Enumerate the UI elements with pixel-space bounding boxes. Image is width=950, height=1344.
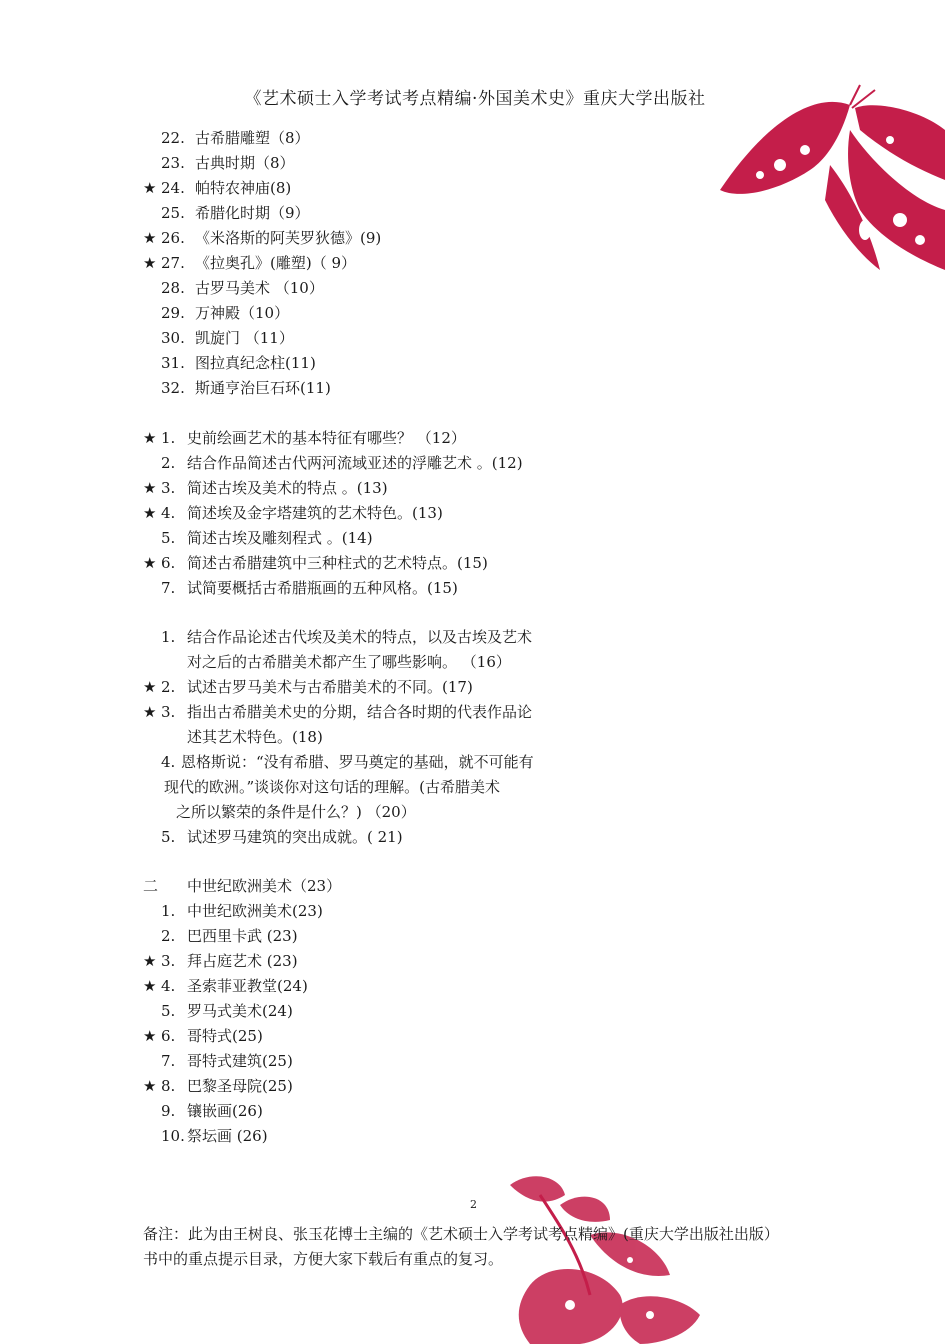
list-item: 7. 哥特式建筑(25) xyxy=(161,1052,293,1070)
list-item: 5. 试述罗马建筑的突出成就。( 21) xyxy=(161,828,403,846)
list-item: 32. 斯通亨治巨石环(11) xyxy=(161,379,331,397)
star-icon: ★ xyxy=(143,678,157,696)
list-item: 31. 图拉真纪念柱(11) xyxy=(161,354,316,372)
star-icon: ★ xyxy=(143,977,157,995)
list-item: 22. 古希腊雕塑（8） xyxy=(161,129,310,147)
list-item: 23. 古典时期（8） xyxy=(161,154,295,172)
list-item: 4. 恩格斯说：“没有希腊、罗马奠定的基础，就不可能有 xyxy=(161,753,534,771)
list-item: 2. 巴西里卡武 (23) xyxy=(161,927,298,945)
star-icon: ★ xyxy=(143,229,157,247)
list-item: ★ 3. 简述古埃及美术的特点 。(13) xyxy=(143,479,388,497)
list-item: 30. 凯旋门 （11） xyxy=(161,329,294,347)
list-item: ★ 3. 拜占庭艺术 (23) xyxy=(143,952,298,970)
list-item: 2. 结合作品简述古代两河流域亚述的浮雕艺术 。(12) xyxy=(161,454,523,472)
list-item: 25. 希腊化时期（9） xyxy=(161,204,310,222)
list-item: ★ 6. 简述古希腊建筑中三种柱式的艺术特点。(15) xyxy=(143,554,488,572)
list-item-continuation: 现代的欧洲。”谈谈你对这句话的理解。(古希腊美术 xyxy=(164,778,501,796)
list-item: 28. 古罗马美术 （10） xyxy=(161,279,324,297)
list-item: ★ 3. 指出古希腊美术史的分期，结合各时期的代表作品论 xyxy=(143,703,533,721)
page-header-title: 《艺术硕士入学考试考点精编·外国美术史》重庆大学出版社 xyxy=(244,89,706,109)
list-item: ★ 8. 巴黎圣母院(25) xyxy=(143,1077,293,1095)
star-icon: ★ xyxy=(143,703,157,721)
star-icon: ★ xyxy=(143,429,157,447)
star-icon: ★ xyxy=(143,254,157,272)
list-item: ★ 4. 圣索菲亚教堂(24) xyxy=(143,977,308,995)
section-heading: 二 中世纪欧洲美术（23） xyxy=(143,877,342,895)
list-item: 7. 试简要概括古希腊瓶画的五种风格。(15) xyxy=(161,579,458,597)
list-item: 5. 简述古埃及雕刻程式 。(14) xyxy=(161,529,373,547)
footer-note: 备注：此为由王树良、张玉花博士主编的《艺术硕士入学考试考点精编》(重庆大学出版社出版）书中的重点提示目录，方便大家下载后有重点的复习。 xyxy=(143,1225,779,1268)
list-item: 10. 祭坛画 (26) xyxy=(161,1127,268,1145)
list-item: ★ 27. 《拉奥孔》(雕塑)（ 9） xyxy=(143,254,357,272)
list-item: 5. 罗马式美术(24) xyxy=(161,1002,293,1020)
star-icon: ★ xyxy=(143,479,157,497)
star-icon: ★ xyxy=(143,504,157,522)
list-item: 1. 结合作品论述古代埃及美术的特点，以及古埃及艺术 xyxy=(161,628,533,646)
list-item-continuation: 对之后的古希腊美术都产生了哪些影响。 （16） xyxy=(187,653,511,671)
star-icon: ★ xyxy=(143,1027,157,1045)
list-item: 9. 镶嵌画(26) xyxy=(161,1102,263,1120)
list-item: ★ 2. 试述古罗马美术与古希腊美术的不同。(17) xyxy=(143,678,473,696)
list-item: ★ 26. 《米洛斯的阿芙罗狄德》(9) xyxy=(143,229,382,247)
star-icon: ★ xyxy=(143,179,157,197)
star-icon: ★ xyxy=(143,554,157,572)
list-item: ★ 24. 帕特农神庙(8) xyxy=(143,179,292,197)
list-item-continuation: 述其艺术特色。(18) xyxy=(187,728,323,746)
list-item: 29. 万神殿（10） xyxy=(161,304,290,322)
list-item: ★ 6. 哥特式(25) xyxy=(143,1027,263,1045)
list-item: ★ 1. 史前绘画艺术的基本特征有哪些？ （12） xyxy=(143,429,466,447)
page-number: 2 xyxy=(470,1198,477,1211)
list-item: 1. 中世纪欧洲美术(23) xyxy=(161,902,323,920)
list-item-continuation: 之所以繁荣的条件是什么？) （20） xyxy=(176,803,416,821)
star-icon: ★ xyxy=(143,1077,157,1095)
list-item: ★ 4. 简述埃及金字塔建筑的艺术特色。(13) xyxy=(143,504,443,522)
star-icon: ★ xyxy=(143,952,157,970)
